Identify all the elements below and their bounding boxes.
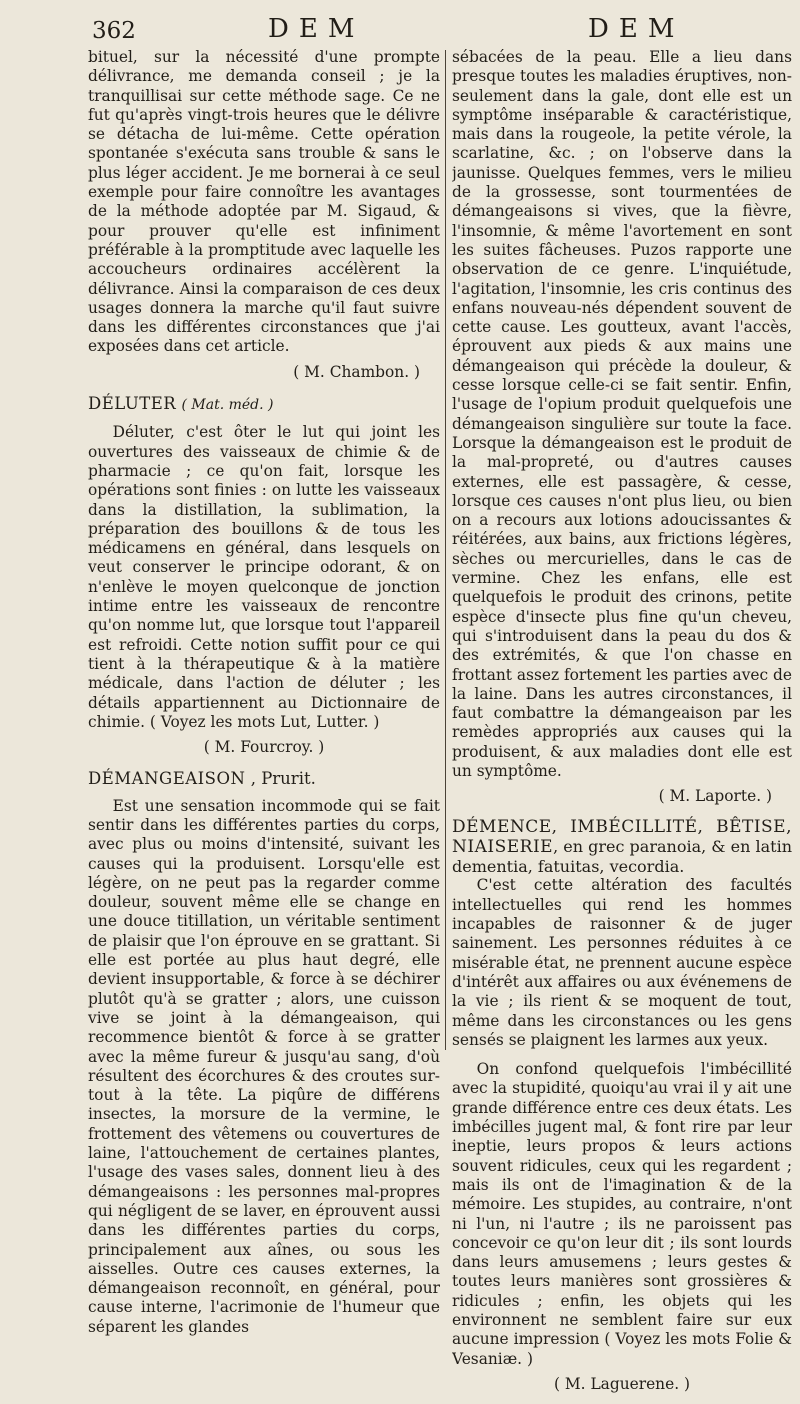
paragraph-demence-definition: C'est cette altération des facultés intellectuelles qui rend les hommes incapables de raisonner & de juger sainement. Les personnes réduites à ce misérable état, ne prennent aucune espèce d'intérêt aux affaires ou aux événemens de la vie ; ils rient & se moquent de tout, même dans les circonstances ou les gens sensés se plaignent les larmes aux yeux. [452, 876, 792, 1049]
headword-etymology: , en grec paranoia, & en latin dementia, fatuitas, vecordia. [452, 836, 792, 877]
paragraph-demangeaison: Est une sensation incommode qui se fait sentir dans les différentes parties du corps, avec plus ou moins d'intensité, suivant les causes qui la produisent. Lorsqu'elle est légère, on ne peut pas la regarder comme douleur, souvent même elle se change en une douce titillation, un véritable sentiment de plaisir que l'on éprouve en se grattant. Si elle est portée au plus haut degré, elle devient insupportable, & force à se déchirer plutôt qu'à se gratter ; alors, une cuisson vive se joint à la démangeaison, qui recommence bientôt & force à se gratter avec la même fureur & jusqu'au sang, d'où résultent des écorchures & des croutes sur-tout à la tête. La piqûre de différens insectes, la morsure de la vermine, le frottement des vêtemens ou couvertures de laine, l'attouchement de certaines plantes, l'usage des vases sales, donnent lieu à des démangeaisons : les personnes mal-propres qui négligent de se laver, en éprouvent aussi dans les différentes parties du corps, principalement aux aînes, ou sous les aisselles. Outre ces causes externes, la démangeaison reconnoît, en général, pour cause interne, l'acrimonie de l'humeur que séparent les glandes [88, 796, 440, 1336]
synonym-prurit: , Prurit. [250, 769, 316, 789]
column-divider [445, 50, 446, 1050]
subject-tag: ( Mat. méd. ) [181, 397, 274, 414]
page-number: 362 [92, 18, 136, 44]
entry-heading-demence [452, 817, 792, 877]
author-signature-fourcroy: ( M. Fourcroy. ) [203, 738, 325, 757]
running-head-left: DEM [268, 14, 365, 44]
author-signature-laporte: ( M. Laporte. ) [658, 787, 772, 806]
author-signature-laguerene: ( M. Laguerene. ) [554, 1374, 690, 1393]
author-signature-chambon: ( M. Chambon. ) [293, 362, 420, 381]
paragraph-demangeaison-continued: sébacées de la peau. Elle a lieu dans presque toutes les maladies éruptives, non-seulement dans la gale, dont elle est un symptôme inséparable & caractéristique, mais dans la rougeole, la petite vérole, la scarlatine, &c. ; on l'observe dans la jaunisse. Quelques femmes, vers le milieu de la grossesse, sont tourmentées de démangeaisons si vives, que la fièvre, l'insomnie, & même l'avortement en sont les suites fâcheuses. Puzos rapporte une observation de ce genre. L'inquiétude, l'agitation, l'insomnie, les cris continus des enfans nouveau-nés dépendent souvent de cette cause. Les goutteux, avant l'accès, éprouvent aux pieds & aux mains une démangeaison qui précède la douleur, & cesse lorsque celle-ci se fait sentir. Enfin, l'usage de l'opium produit quelquefois une démangeaison singulière sur toute la face. Lorsque la démangeaison est le produit de la mal-propreté, ou d'autres causes externes, elle est passagère, & cesse, lorsque ces causes n'ont plus lieu, ou bien on a recours aux lotions adoucissantes & réitérées, aux bains, aux frictions légères, sèches ou mercurielles, dans le cas de vermine. Chez les enfans, elle est quelquefois le produit des crinons, petite espèce d'insecte plus fine qu'un cheveu, qui s'introduisent dans la peau du dos & des extrémités, & que l'on chasse en frottant assez fortement les parties avec de la laine. Dans les autres circonstances, il faut combattre la démangeaison par les remèdes appropriés aux causes qui la produisent, & aux maladies dont elle est un symptôme. [452, 48, 792, 780]
entry-heading-deluter [88, 394, 440, 415]
entry-heading-demangeaison [88, 769, 440, 788]
paragraph-imbecillite-stupidite: On confond quelquefois l'imbécillité avec la stupidité, quoiqu'au vrai il y ait une grande différence entre ces deux états. Les imbécilles jugent mal, & font rire par leur ineptie, leurs propos & leurs actions souvent ridicules, ceux qui les regardent ; mais ils ont de l'imagination & de la mémoire. Les stupides, au contraire, n'ont ni l'un, ni l'autre ; ils ne paroissent pas concevoir ce qu'on leur dit ; ils sont lourds dans leurs amusemens ; leurs gestes & toutes leurs manières sont grossières & ridicules ; enfin, les objets qui les environnent ne semblent faire sur eux aucune impression ( Voyez les mots Folie & Vesaniæ. ) [452, 1060, 792, 1368]
left-column [88, 48, 440, 1337]
headword-demence: DÉMENCE, IMBÉCILLITÉ, BÊTISE, NIAISERIE [452, 816, 792, 857]
paragraph-deluter: Déluter, c'est ôter le lut qui joint les ouvertures des vaisseaux de chimie & de pharmacie ; ce qu'on fait, lorsque les opérations sont finies : on lutte les vaisseaux dans la distillation, la sublimation, la préparation des bouillons & de tous les médicamens en général, dans lesquels on veut conserver le principe odorant, & on n'enlève le moyen quelconque de jonction intime entre les vaisseaux de rencontre qu'on nomme lut, que lorsque tout l'appareil est refroidi. Cette notion suffit pour ce qui tient à la thérapeutique & à la matière médicale, dans l'action de déluter ; les détails appartiennent au Dictionnaire de chimie. ( Voyez les mots Lut, Lutter. ) [88, 423, 440, 731]
right-column [452, 48, 792, 1404]
headword-deluter: DÉLUTER [88, 394, 177, 414]
running-head-right: DEM [588, 14, 685, 44]
headword-demangeaison: DÉMANGEAISON [88, 769, 246, 789]
paragraph-continuation: bituel, sur la nécessité d'une prompte délivrance, me demanda conseil ; je la tranquillisai sur cette méthode sage. Ce ne fut qu'après vingt-trois heures que le délivre se détacha de lui-même. Cette opération spontanée s'exécuta sans trouble & sans le plus léger accident. Je me bornerai à ce seul exemple pour faire connoître les avantages de la méthode adoptée par M. Sigaud, & pour prouver qu'elle est infiniment préférable à la promptitude avec laquelle les accoucheurs ordinaires accélèrent la délivrance. Ainsi la comparaison de ces deux usages donnera la marche qu'il faut suivre dans les différentes circonstances que j'ai exposées dans cet article. [88, 48, 440, 356]
page-header [0, 12, 800, 48]
